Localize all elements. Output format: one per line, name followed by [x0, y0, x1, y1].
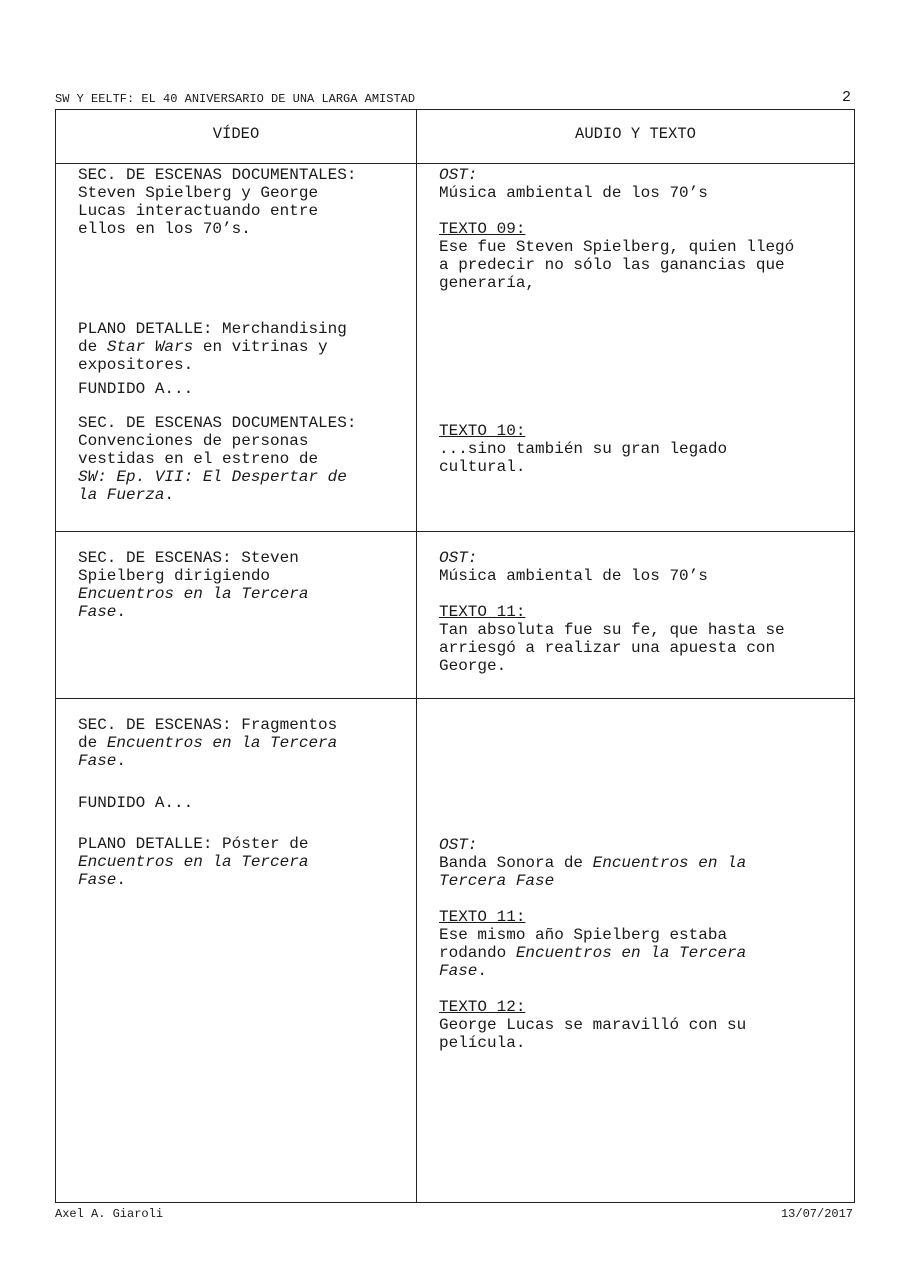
text-line [78, 338, 356, 356]
text-run: . [116, 752, 127, 770]
row1-video-block1 [78, 166, 356, 238]
script-table [55, 109, 855, 1203]
text-line: Spielberg dirigiendo [78, 567, 271, 585]
text-run: de [78, 338, 107, 356]
row1-audio-cell [439, 166, 794, 476]
row1-video-block4 [78, 414, 356, 504]
column-divider [416, 110, 417, 1202]
text-line: Tan absoluta fue su fe, que hasta se [439, 621, 785, 639]
text-run: . [116, 603, 127, 621]
text-run: . [477, 962, 488, 980]
script-title: SW Y EELTF: EL 40 ANIVERSARIO DE UNA LARGA AMISTAD [55, 92, 416, 106]
row-divider-2 [56, 698, 854, 699]
text-line [78, 752, 337, 770]
row1-video-cell [78, 166, 356, 504]
text-line: Steven Spielberg y George [78, 184, 319, 202]
text-line: Ese fue Steven Spielberg, quien llegó [439, 238, 795, 256]
italic-title: Encuentros en la Tercera [78, 853, 309, 871]
row2-audio-cell [439, 549, 785, 675]
text-line [439, 854, 746, 872]
text-line: SEC. DE ESCENAS: Steven [78, 549, 299, 567]
texto-label: TEXTO 11: [439, 603, 526, 621]
column-header-audio: AUDIO Y TEXTO [575, 125, 696, 143]
text-line: George. [439, 657, 507, 675]
italic-title: Tercera Fase [439, 872, 555, 890]
text-line [78, 603, 308, 621]
text-line [78, 871, 337, 889]
text-run: en vitrinas y [193, 338, 328, 356]
text-run: . [164, 486, 175, 504]
texto-label: TEXTO 11: [439, 908, 526, 926]
column-header-video: VÍDEO [212, 125, 260, 143]
text-line [78, 734, 337, 752]
text-line: arriesgó a realizar una apuesta con [439, 639, 776, 657]
ost-label: OST: [439, 549, 478, 567]
text-run: de [78, 734, 107, 752]
footer-author: Axel A. Giaroli [55, 1207, 164, 1221]
row2-video-cell [78, 549, 308, 621]
text-line: ellos en los 70’s. [78, 220, 251, 238]
text-line: George Lucas se maravilló con su [439, 1016, 747, 1034]
page-number: 2 [841, 89, 851, 106]
text-line [439, 944, 746, 962]
text-line: vestidas en el estreno de [78, 450, 319, 468]
text-line [78, 486, 356, 504]
text-line: a predecir no sólo las ganancias que [439, 256, 785, 274]
text-run: rodando [439, 944, 516, 962]
text-line: PLANO DETALLE: Merchandising [78, 320, 347, 338]
italic-title: Fase [78, 603, 117, 621]
text-line: película. [439, 1034, 526, 1052]
italic-title: Fase [78, 871, 117, 889]
ost-label: OST: [439, 836, 478, 854]
italic-title: Encuentros en la Tercera [106, 734, 338, 752]
text-line [439, 962, 746, 980]
texto-label: TEXTO 09: [439, 220, 526, 238]
transition-text: FUNDIDO A... [78, 794, 194, 812]
text-line: ...sino también su gran legado [439, 440, 728, 458]
header-row-divider [56, 163, 854, 164]
transition-text: FUNDIDO A... [78, 380, 194, 398]
row3-audio-cell [439, 836, 746, 1052]
text-line: Lucas interactuando entre [78, 202, 319, 220]
italic-title: Encuentros en la Tercera [515, 944, 747, 962]
text-line: SEC. DE ESCENAS DOCUMENTALES: [78, 166, 357, 184]
text-line: cultural. [439, 458, 526, 476]
row1-video-block2 [78, 320, 356, 374]
italic-title: Encuentros en la Tercera [78, 585, 309, 603]
footer-date: 13/07/2017 [780, 1207, 853, 1221]
row3-video-cell [78, 716, 337, 889]
text-line: Ese mismo año Spielberg estaba [439, 926, 728, 944]
text-line: SEC. DE ESCENAS: Fragmentos [78, 716, 338, 734]
ost-label: OST: [439, 166, 478, 184]
italic-title: Fase [439, 962, 478, 980]
text-line: PLANO DETALLE: Póster de [78, 835, 309, 853]
italic-title: Encuentros en la [592, 854, 747, 872]
italic-title: Fase [78, 752, 117, 770]
text-line: Música ambiental de los 70’s [439, 184, 708, 202]
texto-label: TEXTO 10: [439, 422, 526, 440]
text-line: SEC. DE ESCENAS DOCUMENTALES: [78, 414, 357, 432]
text-run: Banda Sonora de [439, 854, 593, 872]
text-line: expositores. [78, 356, 194, 374]
italic-title: la Fuerza [78, 486, 165, 504]
text-run: . [116, 871, 127, 889]
row-divider-1 [56, 531, 854, 532]
italic-title: Star Wars [106, 338, 194, 356]
texto-label: TEXTO 12: [439, 998, 526, 1016]
italic-title: SW: Ep. VII: El Despertar de [78, 468, 347, 486]
text-line: Música ambiental de los 70’s [439, 567, 708, 585]
text-line: Convenciones de personas [78, 432, 309, 450]
text-line: generaría, [439, 274, 536, 292]
